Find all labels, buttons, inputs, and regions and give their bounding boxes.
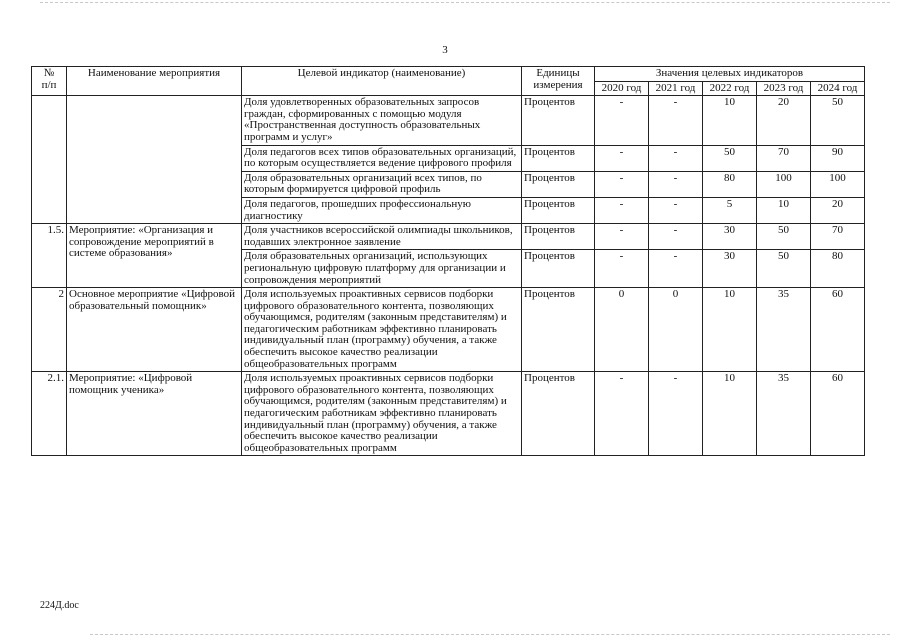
row-value: - [649,224,703,250]
row-event: Мероприятие: «Цифровой помощник ученика» [67,372,242,456]
row-value: 30 [703,224,757,250]
row-value: 100 [811,171,865,197]
row-unit: Процентов [522,197,595,223]
row-value: - [649,250,703,288]
indicator-table [31,66,865,456]
header-year: 2023 год [757,81,811,96]
header-year: 2024 год [811,81,865,96]
row-value: 80 [703,171,757,197]
row-value: 10 [703,96,757,145]
row-value: 60 [811,288,865,372]
row-event: Мероприятие: «Организация и сопровождение мероприятий в системе образования» [67,224,242,288]
row-indicator: Доля удовлетворенных образовательных запросов граждан, сформированных с помощью модуля «Пространственная доступность образовательных программ и услуг» [242,96,522,145]
row-value: - [595,171,649,197]
row-value: 5 [703,197,757,223]
row-value: - [595,224,649,250]
row-unit: Процентов [522,224,595,250]
row-number: 2 [32,288,67,372]
row-value: 50 [703,145,757,171]
row-indicator: Доля участников всероссийской олимпиады школьников, подавших электронное заявление [242,224,522,250]
row-value: 90 [811,145,865,171]
row-number: 1.5. [32,224,67,288]
row-unit: Процентов [522,250,595,288]
row-value: - [595,96,649,145]
row-value: - [649,197,703,223]
row-value: - [649,96,703,145]
row-indicator: Доля образовательных организаций, использующих региональную цифровую платформу для организации и сопровождения мероприятий [242,250,522,288]
row-indicator: Доля образовательных организаций всех типов, по которым формируется цифровой профиль [242,171,522,197]
row-event: Основное мероприятие «Цифровой образовательный помощник» [67,288,242,372]
row-value: 50 [757,224,811,250]
page-number: 3 [442,44,448,56]
row-value: - [595,145,649,171]
row-value: - [595,197,649,223]
row-value: 50 [757,250,811,288]
row-unit: Процентов [522,96,595,145]
row-value: - [649,145,703,171]
header-year: 2021 год [649,81,703,96]
row-value: 10 [703,288,757,372]
file-name: 224Д.doc [40,600,79,611]
row-indicator: Доля используемых проактивных сервисов подборки цифрового образовательного контента, позволяющих обучающимся, родителям (законным представителям) и педагогическим работникам эффективно планировать индивидуальный план (программу) обучения, а также обеспечить высокое качество реализации общеобразовательных программ [242,372,522,456]
row-value: 20 [811,197,865,223]
row-value: 10 [703,372,757,456]
header-row [32,67,865,82]
header-event: Наименование мероприятия [67,67,242,96]
table-row [32,372,865,456]
row-value: - [595,372,649,456]
header-unit: Единицы измерения [522,67,595,96]
row-value: 70 [757,145,811,171]
header-values: Значения целевых индикаторов [595,67,865,82]
row-indicator: Доля педагогов всех типов образовательных организаций, по которым осуществляется ведение цифрового профиля [242,145,522,171]
row-value: 35 [757,288,811,372]
row-value: 50 [811,96,865,145]
header-indicator: Целевой индикатор (наименование) [242,67,522,96]
table-row [32,96,865,145]
row-value: 100 [757,171,811,197]
header-year: 2020 год [595,81,649,96]
row-value: 0 [595,288,649,372]
row-value: - [649,171,703,197]
row-unit: Процентов [522,145,595,171]
row-unit: Процентов [522,288,595,372]
row-indicator: Доля педагогов, прошедших профессиональную диагностику [242,197,522,223]
row-value: 30 [703,250,757,288]
row-indicator: Доля используемых проактивных сервисов подборки цифрового образовательного контента, позволяющих обучающимся, родителям (законным представителям) и педагогическим работникам эффективно планировать индивидуальный план (программу) обучения, а также обеспечить высокое качество реализации общеобразовательных программ [242,288,522,372]
row-unit: Процентов [522,171,595,197]
table-row [32,288,865,372]
header-num: № п/п [32,67,67,96]
scan-edge-top [40,2,890,3]
row-value: 80 [811,250,865,288]
row-value: 20 [757,96,811,145]
row-value: - [595,250,649,288]
row-unit: Процентов [522,372,595,456]
row-value: 10 [757,197,811,223]
row-value: 0 [649,288,703,372]
row-value: 35 [757,372,811,456]
header-year: 2022 год [703,81,757,96]
row-value: 60 [811,372,865,456]
table-row [32,224,865,250]
row-value: - [649,372,703,456]
scan-edge-bottom [90,634,890,635]
row-number: 2.1. [32,372,67,456]
row-event [67,96,242,224]
row-value: 70 [811,224,865,250]
row-number [32,96,67,224]
